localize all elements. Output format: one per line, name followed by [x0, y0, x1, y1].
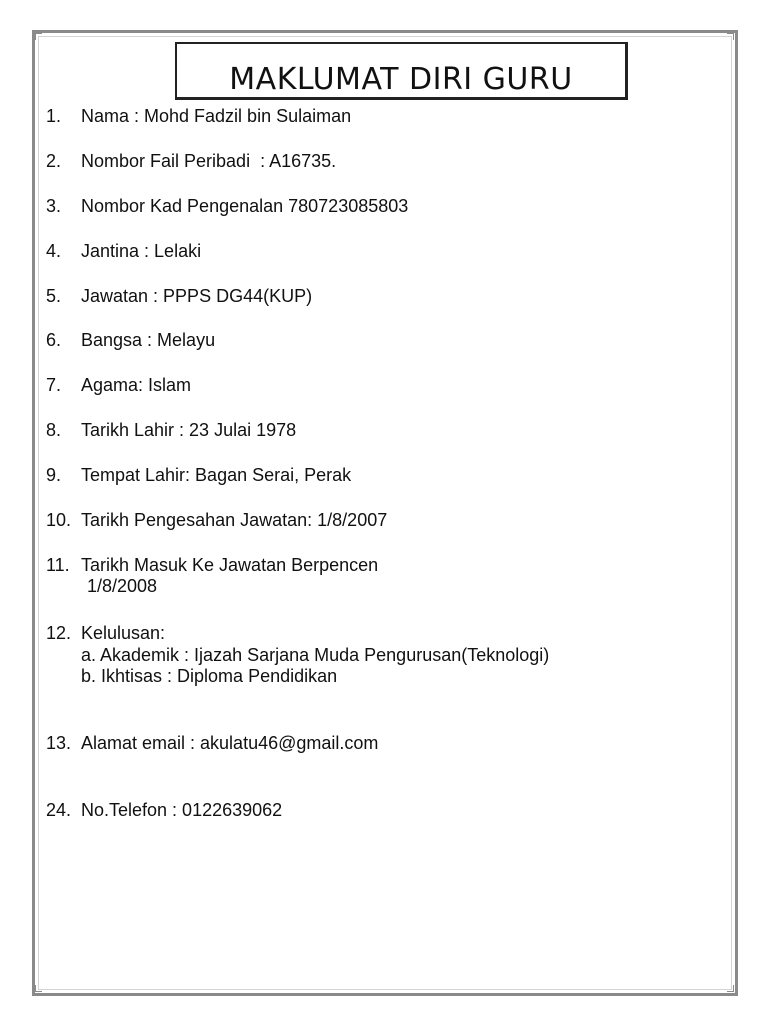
list-item-tarikh-masuk — [46, 555, 378, 576]
item-text: Nombor Kad Pengenalan 780723085803 — [81, 196, 409, 216]
list-item-nombor-fail — [46, 151, 336, 172]
item-text: Jawatan : PPPS DG44(KUP) — [81, 286, 313, 306]
item-text: Agama: Islam — [81, 375, 192, 395]
list-item-email — [46, 733, 378, 754]
item-number: 24. — [46, 800, 72, 820]
border-corner-mark — [35, 33, 42, 40]
item-text: Tarikh Masuk Ke Jawatan Berpencen — [81, 555, 379, 575]
list-item-tarikh-pengesahan — [46, 510, 387, 531]
item-number: 11. — [46, 555, 70, 575]
item-number: 12. — [46, 623, 72, 643]
title-box — [175, 42, 628, 100]
item-text: Tarikh Lahir : 23 Julai 1978 — [81, 420, 297, 440]
item-text: Alamat email : akulatu46@gmail.com — [81, 733, 379, 753]
subitem-akademik: a. Akademik : Ijazah Sarjana Muda Pengurusan(Teknologi) — [81, 645, 550, 665]
item-text: Nombor Fail Peribadi : A16735. — [81, 151, 337, 171]
item-text: Tempat Lahir: Bagan Serai, Perak — [81, 465, 352, 485]
list-item-kelulusan — [46, 623, 165, 644]
item-number: 13. — [46, 733, 72, 753]
item-number: 6. — [46, 330, 62, 350]
subitem-ikhtisas: b. Ikhtisas : Diploma Pendidikan — [81, 666, 338, 686]
list-item-agama — [46, 375, 191, 396]
list-item-kad-pengenalan — [46, 196, 408, 217]
item-number: 8. — [46, 420, 62, 440]
list-item-tempat-lahir — [46, 465, 351, 486]
item-number: 5. — [46, 286, 62, 306]
item-number: 10. — [46, 510, 72, 530]
item-text: Tarikh Pengesahan Jawatan: 1/8/2007 — [81, 510, 388, 530]
border-corner-mark — [727, 33, 734, 40]
item-number: 3. — [46, 196, 62, 216]
item-text: Kelulusan: — [81, 623, 166, 643]
item-number: 7. — [46, 375, 62, 395]
list-item-jantina — [46, 241, 201, 262]
list-item-bangsa — [46, 330, 215, 351]
item-text: Jantina : Lelaki — [81, 241, 202, 261]
item-continuation: 1/8/2008 — [87, 576, 158, 596]
list-item-nama — [46, 106, 351, 127]
list-item-telefon — [46, 800, 282, 821]
list-item-jawatan — [46, 286, 312, 307]
list-item-tarikh-lahir — [46, 420, 296, 441]
item-number: 4. — [46, 241, 62, 261]
border-corner-mark — [727, 985, 734, 992]
item-text: No.Telefon : 0122639062 — [81, 800, 283, 820]
item-text: Bangsa : Melayu — [81, 330, 216, 350]
item-number: 1. — [46, 106, 62, 126]
item-text: Nama : Mohd Fadzil bin Sulaiman — [81, 106, 352, 126]
item-number: 9. — [46, 465, 62, 485]
page-title: MAKLUMAT DIRI GURU — [229, 62, 573, 97]
item-number: 2. — [46, 151, 62, 171]
border-corner-mark — [35, 985, 42, 992]
